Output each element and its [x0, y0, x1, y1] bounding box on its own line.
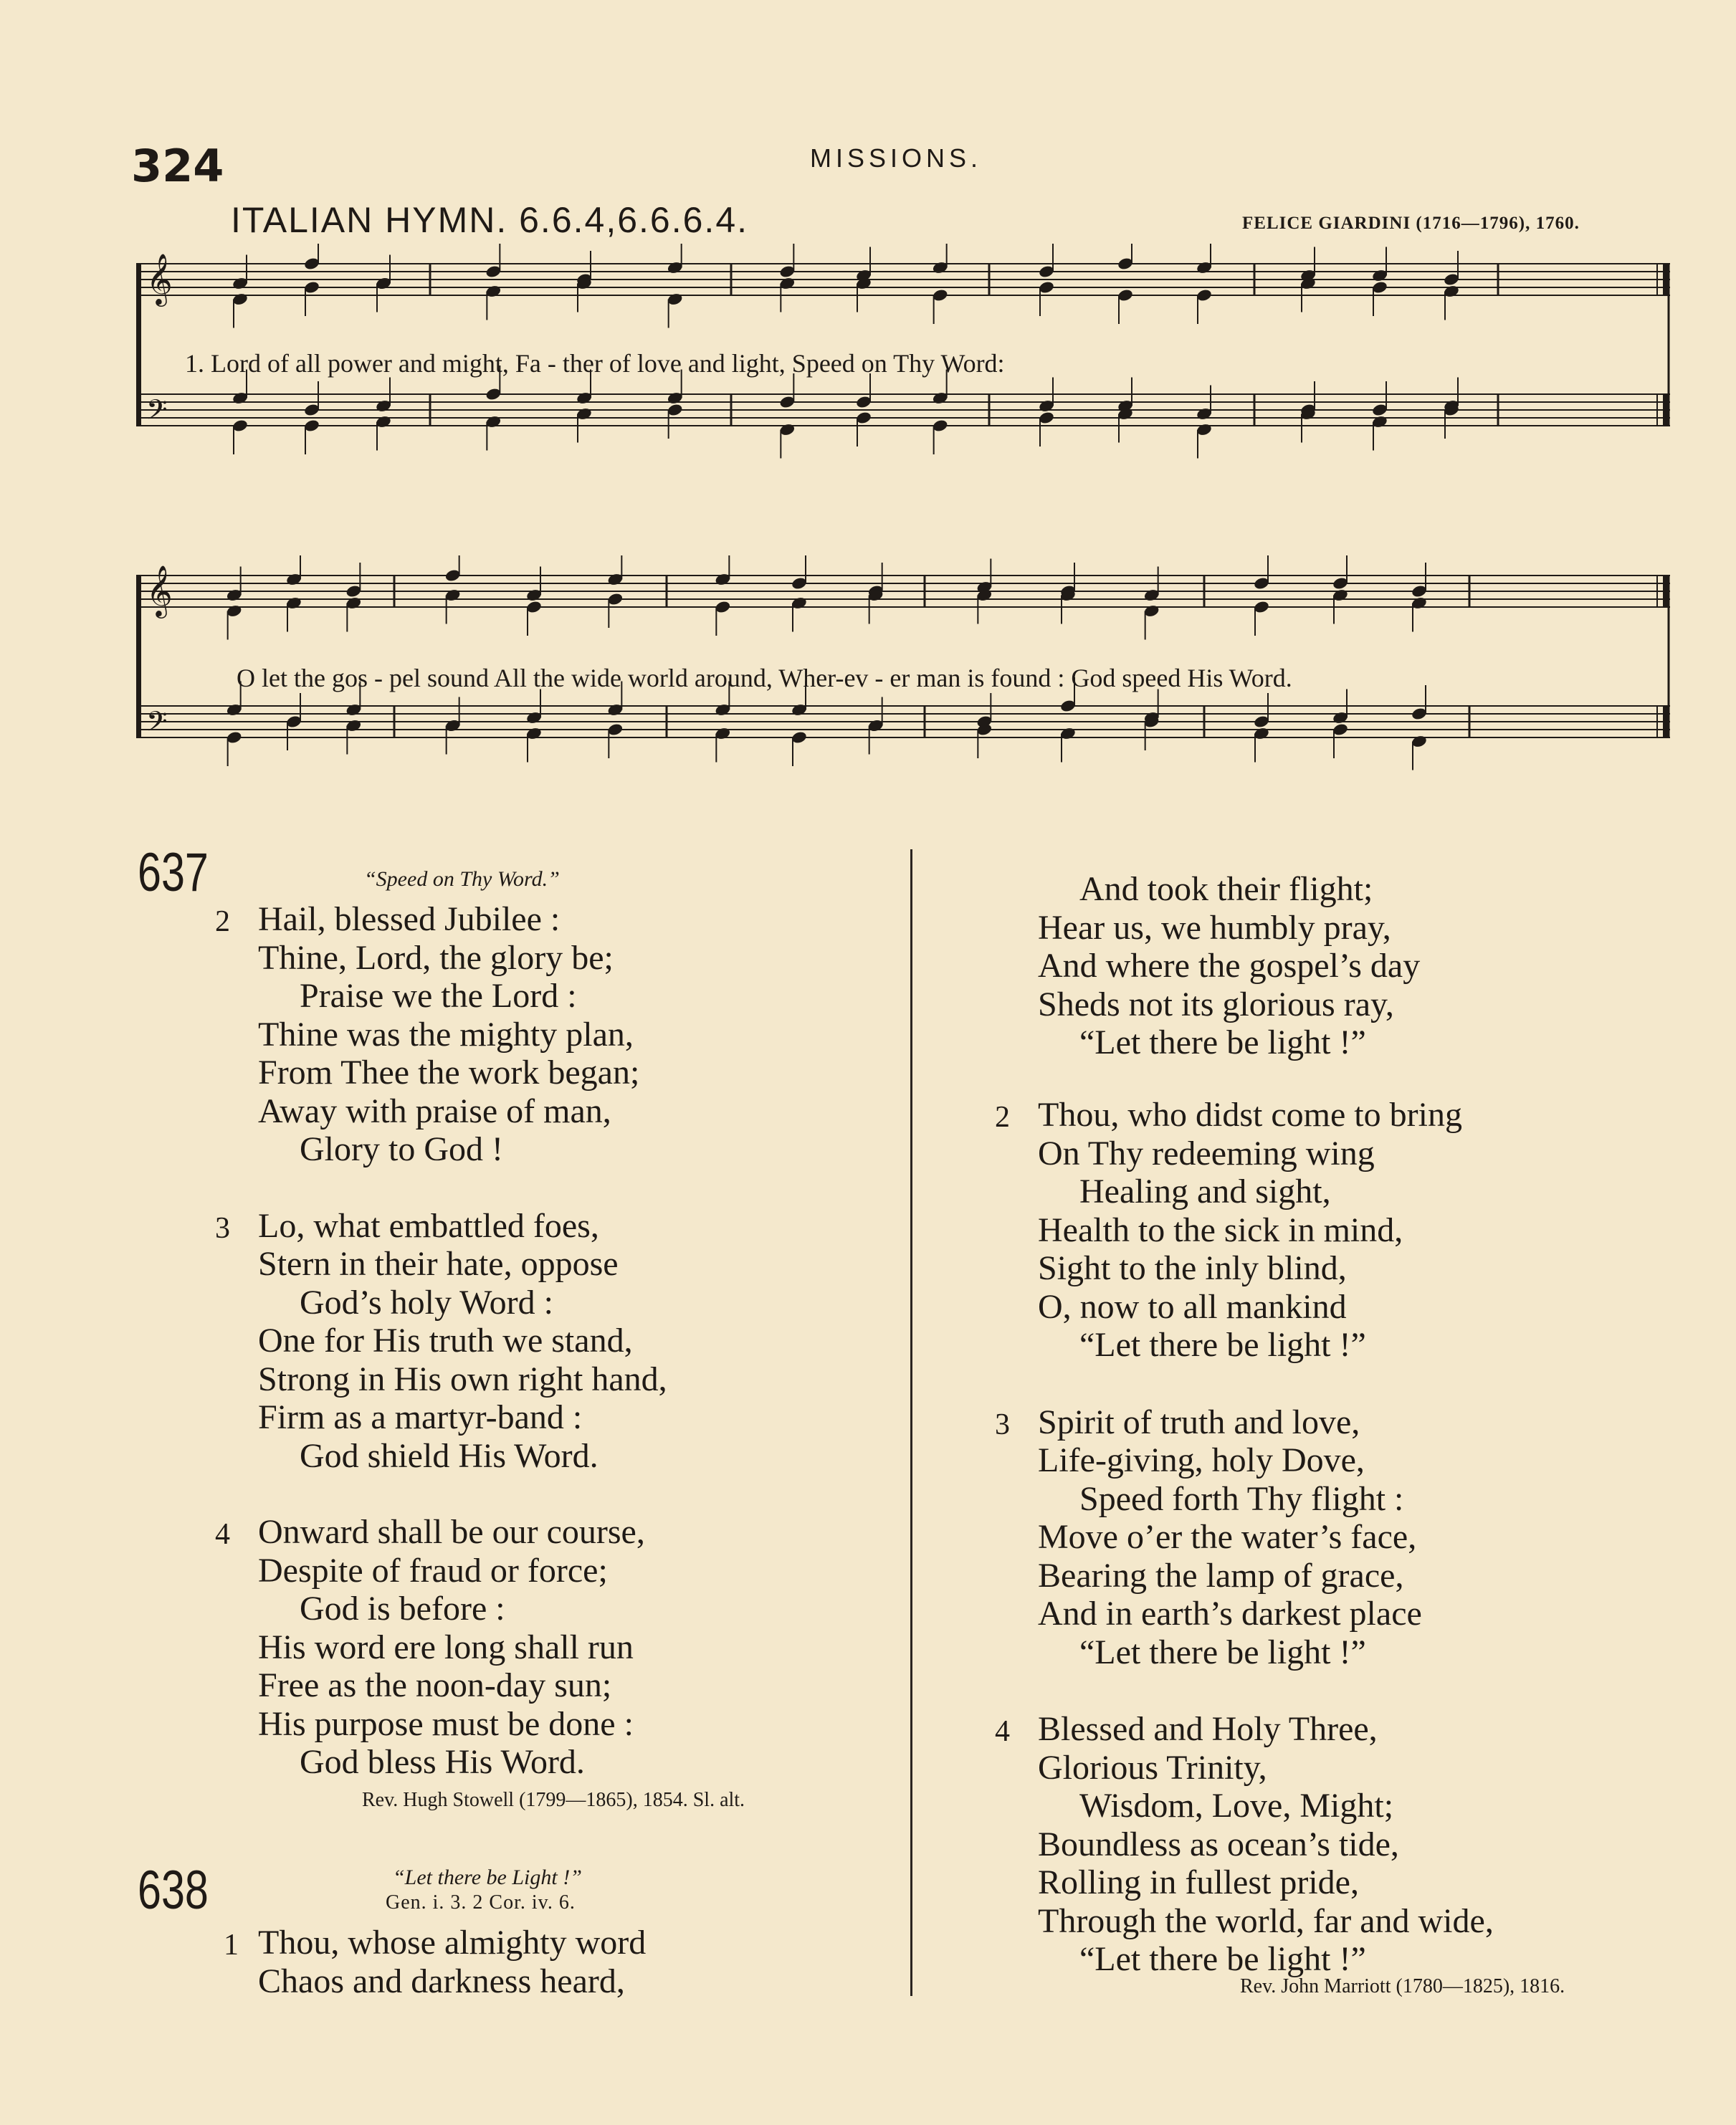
stanza-line: Through the world, far and wide,	[1038, 1901, 1494, 1940]
stanza-line: Thine was the mighty plan,	[258, 1015, 634, 1054]
bass-clef-icon: 𝄢	[146, 705, 168, 744]
stanza-line: Life-giving, holy Dove,	[1038, 1441, 1365, 1479]
bass-clef-icon: 𝄢	[146, 393, 168, 432]
hymn-number-638: 638	[138, 1860, 209, 1921]
stanza-line: Hail, blessed Jubilee :	[258, 900, 561, 938]
verse-number: 2	[215, 905, 230, 938]
stanza	[995, 1403, 1422, 1672]
stanza	[215, 1207, 667, 1476]
stanza-line: God’s holy Word :	[300, 1283, 553, 1322]
stanza-line: “Let there be light !”	[1079, 1326, 1366, 1364]
stanza-line: Glorious Trinity,	[1038, 1748, 1267, 1787]
verse-number: 4	[995, 1715, 1010, 1748]
stanza-line: God bless His Word.	[300, 1743, 585, 1781]
hymn-638-subtitle: “Let there be Light !”	[393, 1866, 582, 1889]
section-title: MISSIONS.	[810, 143, 983, 173]
stanza-line: Stern in their hate, oppose	[258, 1245, 619, 1283]
stanza-line: Bearing the lamp of grace,	[1038, 1556, 1404, 1595]
stanza	[995, 1710, 1494, 1979]
stanza-line: Free as the noon-day sun;	[258, 1666, 612, 1704]
stanza-line: Spirit of truth and love,	[1038, 1403, 1360, 1441]
verse-number: 2	[995, 1101, 1010, 1134]
stanza-line: God is before :	[300, 1590, 505, 1628]
stanza-line: Hear us, we humbly pray,	[1038, 908, 1391, 947]
hymn-637-credit: Rev. Hugh Stowell (1799—1865), 1854. Sl. alt.	[362, 1789, 745, 1811]
stanza-line: Thou, whose almighty word	[258, 1924, 647, 1962]
composer-credit: FELICE GIARDINI (1716—1796), 1760.	[1242, 214, 1580, 233]
stanza-line: Move o’er the water’s face,	[1038, 1518, 1417, 1556]
stanza-line: From Thee the work began;	[258, 1054, 640, 1092]
verse-number: 3	[215, 1211, 230, 1245]
hymn-638-stanza-1-left	[215, 1924, 646, 2000]
hymn-638-stanza-1-right	[995, 870, 1420, 1062]
stanza-line: And took their flight;	[1079, 870, 1373, 908]
hymn-number-637: 637	[138, 842, 209, 903]
stanza-line: Glory to God !	[300, 1130, 503, 1168]
stanza-line: Rolling in fullest pride,	[1038, 1863, 1359, 1901]
treble-clef-icon: 𝄞	[146, 564, 173, 616]
hymn-637-subtitle: “Speed on Thy Word.”	[364, 867, 560, 891]
stanza-line: God shield His Word.	[300, 1436, 598, 1475]
stanza-line: His purpose must be done :	[258, 1704, 634, 1743]
stanza-line: Wisdom, Love, Might;	[1079, 1787, 1394, 1825]
stanza-line: And where the gospel’s day	[1038, 947, 1421, 985]
treble-clef-icon: 𝄞	[146, 252, 173, 305]
verse-number: 3	[995, 1408, 1010, 1441]
stanza-line: One for His truth we stand,	[258, 1322, 633, 1360]
stanza-line: Onward shall be our course,	[258, 1513, 645, 1551]
page-number: 324	[131, 140, 224, 192]
stanza-line: Sheds not its glorious ray,	[1038, 985, 1394, 1023]
stanza-line: His word ere long shall run	[258, 1628, 634, 1666]
stanza-line: Praise we the Lord :	[300, 977, 577, 1015]
stanza-line: Health to the sick in mind,	[1038, 1210, 1403, 1249]
stanza-line: Thine, Lord, the glory be;	[258, 938, 614, 977]
stanza-line: “Let there be light !”	[1079, 1633, 1366, 1671]
stanza-line: O, now to all mankind	[1038, 1287, 1347, 1326]
hymn-638-scripture: Gen. i. 3. 2 Cor. iv. 6.	[386, 1891, 576, 1914]
stanza-line: On Thy redeeming wing	[1038, 1134, 1375, 1173]
column-divider	[910, 849, 912, 1996]
stanza	[215, 900, 639, 1169]
stanza-line: Chaos and darkness heard,	[258, 1962, 625, 2000]
stanza-line: Lo, what embattled foes,	[258, 1206, 599, 1245]
hymn-638-credit: Rev. John Marriott (1780—1825), 1816.	[1240, 1975, 1565, 1997]
tune-name: ITALIAN HYMN. 6.6.4,6.6.6.4.	[231, 200, 749, 240]
stanza-line: And in earth’s darkest place	[1038, 1595, 1422, 1633]
stanza-line: “Let there be light !”	[1079, 1940, 1366, 1978]
lyric-line-1: 1. Lord of all power and might, Fa - ther of love and light, Speed on Thy Word:	[185, 349, 1005, 378]
stanza	[215, 1513, 645, 1782]
stanza-line: Speed forth Thy flight :	[1079, 1479, 1404, 1518]
stanza-line: Thou, who didst come to bring	[1038, 1096, 1462, 1134]
lyric-line-2: O let the gos - pel sound All the wide world around, Wher-ev - er man is found : God speed His Word.	[237, 664, 1292, 692]
stanza-line: Healing and sight,	[1079, 1173, 1331, 1210]
stanza-line: “Let there be light !”	[1079, 1023, 1366, 1061]
stanza-line: Blessed and Holy Three,	[1038, 1710, 1378, 1748]
verse-number: 4	[215, 1518, 230, 1551]
stanza-line: Sight to the inly blind,	[1038, 1249, 1347, 1287]
stanza-line: Despite of fraud or force;	[258, 1551, 608, 1590]
stanza-line: Away with praise of man,	[258, 1092, 611, 1130]
verse-number: 1	[224, 1929, 239, 1962]
stanza-line: Firm as a martyr-band :	[258, 1398, 583, 1436]
stanza-line: Boundless as ocean’s tide,	[1038, 1825, 1399, 1863]
stanza	[995, 1096, 1462, 1365]
stanza-line: Strong in His own right hand,	[258, 1360, 667, 1398]
